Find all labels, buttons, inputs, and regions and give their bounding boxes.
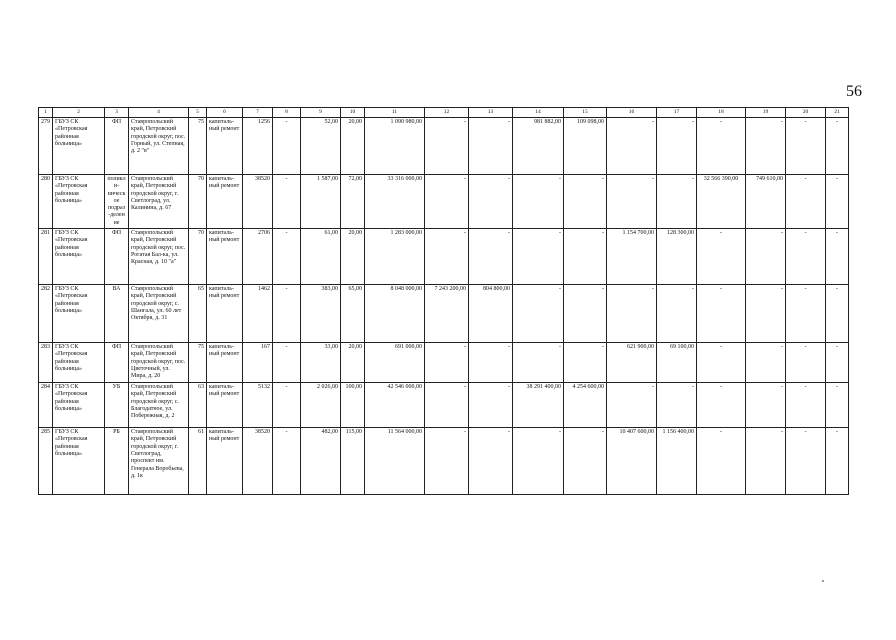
table-cell-col-15: -	[564, 428, 607, 495]
table-cell-col-6: капиталь-ный ремонт	[207, 229, 243, 285]
column-header-13: 13	[469, 108, 513, 118]
table-cell-col-20: -	[786, 229, 826, 285]
table-cell-col-1: 284	[39, 383, 53, 428]
table-cell-col-16: -	[607, 118, 657, 175]
table-cell-col-3: ВА	[105, 285, 129, 343]
table-cell-col-8: -	[273, 428, 301, 495]
table-cell-col-11: 11 564 000,00	[365, 428, 425, 495]
table-cell-col-10: 72,00	[341, 175, 365, 229]
table-cell-col-7: 38520	[243, 175, 273, 229]
table-cell-col-13: -	[469, 383, 513, 428]
table-cell-col-6: капиталь-ный ремонт	[207, 383, 243, 428]
table-cell-col-9: 2 026,00	[301, 383, 341, 428]
table-cell-col-18: -	[697, 343, 746, 383]
table-cell-col-2: ГБУЗ СК «Петровская районная больница»	[53, 175, 105, 229]
table-cell-col-15: 4 254 600,00	[564, 383, 607, 428]
table-cell-col-16: 1 154 700,00	[607, 229, 657, 285]
table-cell-col-6: капиталь-ный ремонт	[207, 428, 243, 495]
table-cell-col-5: 63	[189, 383, 207, 428]
table-cell-col-4: Ставропольский край, Петровский городской округ, пос. Рогатая Бал-ка, ул. Красная, д. 10 "а"	[129, 229, 189, 285]
table-cell-col-18: -	[697, 285, 746, 343]
table-cell-col-11: 33 316 000,00	[365, 175, 425, 229]
column-header-9: 9	[301, 108, 341, 118]
table-cell-col-6: капиталь-ный ремонт	[207, 343, 243, 383]
table-cell-col-7: 2706	[243, 229, 273, 285]
table-cell-col-20: -	[786, 175, 826, 229]
table-cell-col-12: -	[425, 343, 469, 383]
table-cell-col-21: -	[826, 118, 849, 175]
table-cell-col-18: 32 566 390,00	[697, 175, 746, 229]
table-cell-col-14: 38 291 400,00	[513, 383, 564, 428]
table-cell-col-11: 8 048 000,00	[365, 285, 425, 343]
table-cell-col-13: 804 800,00	[469, 285, 513, 343]
header-row	[39, 108, 849, 118]
table-cell-col-19: -	[746, 118, 786, 175]
table-cell-col-16: 10 407 600,00	[607, 428, 657, 495]
table-cell-col-21: -	[826, 428, 849, 495]
table-cell-col-4: Ставропольский край, Петровский городской округ, с. Шангала, ул. 60 лет Октября, д. 31	[129, 285, 189, 343]
table-cell-col-15: -	[564, 175, 607, 229]
table-cell-col-15: -	[564, 285, 607, 343]
table-cell-col-4: Ставропольский край, Петровский городской округ, пос. Горный, ул. Степная, д. 2 "в"	[129, 118, 189, 175]
table-cell-col-10: 100,00	[341, 383, 365, 428]
table-cell-col-10: 65,00	[341, 285, 365, 343]
scan-speck	[822, 580, 824, 582]
table-cell-col-17: -	[657, 118, 697, 175]
table-cell-col-14: -	[513, 229, 564, 285]
table-cell-col-13: -	[469, 118, 513, 175]
table-cell-col-9: 1 587,00	[301, 175, 341, 229]
table-cell-col-5: 61	[189, 428, 207, 495]
table-cell-col-20: -	[786, 383, 826, 428]
table-cell-col-13: -	[469, 343, 513, 383]
table-cell-col-20: -	[786, 285, 826, 343]
table-cell-col-3: УБ	[105, 383, 129, 428]
table-cell-col-17: 1 156 400,00	[657, 428, 697, 495]
table-cell-col-19: 749 610,00	[746, 175, 786, 229]
table-row	[39, 175, 849, 229]
table-cell-col-18: -	[697, 428, 746, 495]
table-cell-col-17: -	[657, 383, 697, 428]
table-cell-col-4: Ставропольский край, Петровский городской округ, г. Светлоград, проспект им. Генерала Воробьева, д. 1к	[129, 428, 189, 495]
table-cell-col-6: капиталь-ный ремонт	[207, 175, 243, 229]
table-cell-col-11: 1 090 980,00	[365, 118, 425, 175]
table-cell-col-10: 20,00	[341, 343, 365, 383]
table-cell-col-3: ФП	[105, 343, 129, 383]
table-cell-col-8: -	[273, 118, 301, 175]
table-cell-col-4: Ставропольский край, Петровский городской округ, с. Благодатное, ул. Побережная, д. 2	[129, 383, 189, 428]
table-cell-col-17: 69 100,00	[657, 343, 697, 383]
table-cell-col-5: 75	[189, 343, 207, 383]
table-cell-col-7: 5132	[243, 383, 273, 428]
table-cell-col-6: капиталь-ный ремонт	[207, 285, 243, 343]
table-cell-col-2: ГБУЗ СК «Петровская районная больница»	[53, 383, 105, 428]
table-cell-col-21: -	[826, 175, 849, 229]
table-cell-col-16: -	[607, 383, 657, 428]
column-header-8: 8	[273, 108, 301, 118]
table-cell-col-20: -	[786, 118, 826, 175]
table-cell-col-13: -	[469, 175, 513, 229]
table-cell-col-12: 7 243 200,00	[425, 285, 469, 343]
column-header-20: 20	[786, 108, 826, 118]
table-cell-col-3: поликли-ническое подраз-деление	[105, 175, 129, 229]
table-cell-col-19: -	[746, 343, 786, 383]
table-cell-col-8: -	[273, 229, 301, 285]
table-cell-col-12: -	[425, 428, 469, 495]
table-cell-col-21: -	[826, 285, 849, 343]
column-header-7: 7	[243, 108, 273, 118]
table-cell-col-14: -	[513, 175, 564, 229]
table-cell-col-2: ГБУЗ СК «Петровская районная больница»	[53, 428, 105, 495]
table-cell-col-5: 75	[189, 118, 207, 175]
table-cell-col-7: 1256	[243, 118, 273, 175]
table-cell-col-21: -	[826, 383, 849, 428]
table-cell-col-10: 20,00	[341, 118, 365, 175]
table-cell-col-7: 1462	[243, 285, 273, 343]
column-header-15: 15	[564, 108, 607, 118]
table-cell-col-9: 52,00	[301, 118, 341, 175]
table-cell-col-9: 33,00	[301, 343, 341, 383]
table-cell-col-16: -	[607, 285, 657, 343]
table-cell-col-9: 482,00	[301, 428, 341, 495]
table-cell-col-17: -	[657, 285, 697, 343]
table-cell-col-19: -	[746, 229, 786, 285]
table-row	[39, 383, 849, 428]
column-header-5: 5	[189, 108, 207, 118]
table-cell-col-6: капиталь-ный ремонт	[207, 118, 243, 175]
table-cell-col-19: -	[746, 383, 786, 428]
table-cell-col-2: ГБУЗ СК «Петровская районная больница»	[53, 229, 105, 285]
table-cell-col-14: -	[513, 343, 564, 383]
table-cell-col-11: 691 000,00	[365, 343, 425, 383]
table-cell-col-20: -	[786, 428, 826, 495]
table-cell-col-15: 109 098,00	[564, 118, 607, 175]
table-row	[39, 285, 849, 343]
table-cell-col-3: ФП	[105, 229, 129, 285]
table-cell-col-9: 61,00	[301, 229, 341, 285]
table-cell-col-1: 283	[39, 343, 53, 383]
table-cell-col-4: Ставропольский край, Петровский городской округ, г. Светлоград, ул. Калинина, д. 67	[129, 175, 189, 229]
column-header-16: 16	[607, 108, 657, 118]
page-number: 56	[846, 83, 862, 100]
table-cell-col-19: -	[746, 428, 786, 495]
table-cell-col-1: 279	[39, 118, 53, 175]
table-cell-col-21: -	[826, 343, 849, 383]
table-cell-col-12: -	[425, 175, 469, 229]
column-header-2: 2	[53, 108, 105, 118]
table-cell-col-2: ГБУЗ СК «Петровская районная больница»	[53, 285, 105, 343]
table-cell-col-18: -	[697, 118, 746, 175]
table-cell-col-16: -	[607, 175, 657, 229]
table-row	[39, 229, 849, 285]
table-cell-col-1: 285	[39, 428, 53, 495]
column-header-1: 1	[39, 108, 53, 118]
column-header-3: 3	[105, 108, 129, 118]
table-body	[39, 118, 849, 495]
table-cell-col-5: 70	[189, 229, 207, 285]
table-cell-col-15: -	[564, 229, 607, 285]
table-cell-col-13: -	[469, 428, 513, 495]
data-table	[38, 107, 849, 495]
table-cell-col-17: 128 300,00	[657, 229, 697, 285]
table-cell-col-17: -	[657, 175, 697, 229]
table-cell-col-12: -	[425, 383, 469, 428]
table-cell-col-3: ФП	[105, 118, 129, 175]
table-cell-col-11: 1 283 000,00	[365, 229, 425, 285]
table-cell-col-2: ГБУЗ СК «Петровская районная больница»	[53, 118, 105, 175]
table-cell-col-19: -	[746, 285, 786, 343]
table-cell-col-15: -	[564, 343, 607, 383]
table-cell-col-5: 70	[189, 175, 207, 229]
table-cell-col-21: -	[826, 229, 849, 285]
table-cell-col-8: -	[273, 175, 301, 229]
table-cell-col-7: 167	[243, 343, 273, 383]
table-cell-col-14: 981 882,00	[513, 118, 564, 175]
table-row	[39, 343, 849, 383]
table-cell-col-12: -	[425, 118, 469, 175]
column-header-17: 17	[657, 108, 697, 118]
column-header-6: 6	[207, 108, 243, 118]
table-cell-col-20: -	[786, 343, 826, 383]
column-header-14: 14	[513, 108, 564, 118]
table-cell-col-16: 621 900,00	[607, 343, 657, 383]
table-cell-col-10: 20,00	[341, 229, 365, 285]
table-cell-col-1: 281	[39, 229, 53, 285]
table-cell-col-18: -	[697, 229, 746, 285]
table-row	[39, 428, 849, 495]
table-cell-col-7: 38520	[243, 428, 273, 495]
table-cell-col-9: 383,00	[301, 285, 341, 343]
column-header-21: 21	[826, 108, 849, 118]
table-cell-col-14: -	[513, 428, 564, 495]
table-cell-col-8: -	[273, 383, 301, 428]
column-header-18: 18	[697, 108, 746, 118]
table-cell-col-5: 65	[189, 285, 207, 343]
table-cell-col-1: 282	[39, 285, 53, 343]
table-cell-col-14: -	[513, 285, 564, 343]
column-header-11: 11	[365, 108, 425, 118]
table-cell-col-8: -	[273, 285, 301, 343]
table-cell-col-11: 42 546 000,00	[365, 383, 425, 428]
column-header-4: 4	[129, 108, 189, 118]
table-cell-col-3: РБ	[105, 428, 129, 495]
table-cell-col-8: -	[273, 343, 301, 383]
table-cell-col-1: 280	[39, 175, 53, 229]
column-header-19: 19	[746, 108, 786, 118]
table-cell-col-12: -	[425, 229, 469, 285]
table-cell-col-4: Ставропольский край, Петровский городской округ, пос. Цветочный, ул. Мира, д. 20	[129, 343, 189, 383]
column-header-12: 12	[425, 108, 469, 118]
table-cell-col-2: ГБУЗ СК «Петровская районная больница»	[53, 343, 105, 383]
table-cell-col-13: -	[469, 229, 513, 285]
table-cell-col-10: 115,00	[341, 428, 365, 495]
column-header-10: 10	[341, 108, 365, 118]
table-row	[39, 118, 849, 175]
table-cell-col-18: -	[697, 383, 746, 428]
